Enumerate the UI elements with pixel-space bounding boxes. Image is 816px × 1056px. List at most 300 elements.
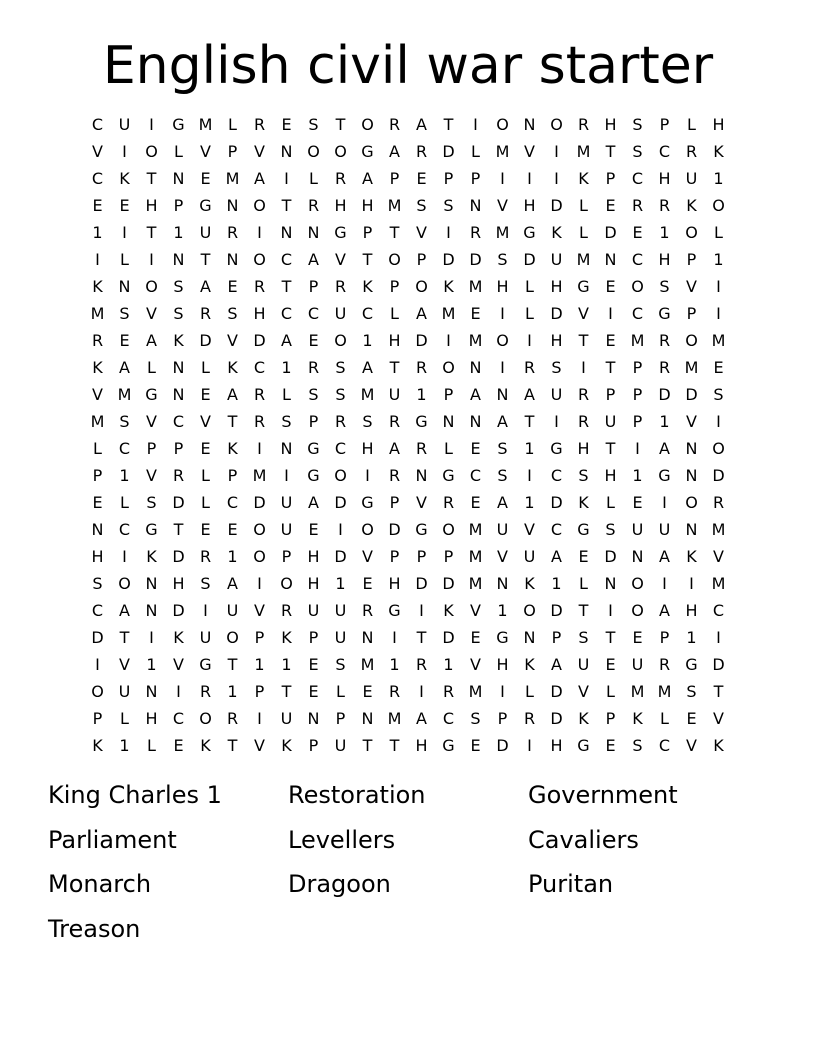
grid-letter: K <box>578 709 589 728</box>
grid-letter: T <box>713 682 724 701</box>
grid-letter: E <box>632 223 643 242</box>
grid-letter: N <box>604 250 617 269</box>
grid-letter: H <box>550 277 563 296</box>
grid-letter: V <box>713 709 724 728</box>
grid-letter: 1 <box>659 223 670 242</box>
grid-letter: R <box>307 196 320 215</box>
grid-letter: L <box>228 115 237 134</box>
grid-letter: V <box>146 412 157 431</box>
grid-letter: U <box>496 520 509 539</box>
grid-letter: A <box>659 601 670 620</box>
grid-letter: E <box>632 493 643 512</box>
grid-letter: R <box>361 601 374 620</box>
grid-letter: 1 <box>416 385 427 404</box>
grid-letter: A <box>551 655 562 674</box>
grid-letter: R <box>523 709 536 728</box>
grid-letter: S <box>335 358 346 377</box>
grid-letter: M <box>711 574 726 593</box>
grid-letter: C <box>550 520 563 539</box>
grid-letter: H <box>523 196 536 215</box>
grid-letter: P <box>389 547 400 566</box>
grid-letter: V <box>470 601 481 620</box>
grid-letter: R <box>253 385 266 404</box>
grid-letter: D <box>415 331 428 350</box>
grid-letter: I <box>689 574 694 593</box>
grid-letter: 1 <box>659 412 670 431</box>
word-list-item: King Charles 1 <box>48 781 222 809</box>
grid-letter: L <box>282 385 291 404</box>
grid-letter: P <box>335 709 346 728</box>
grid-letter: M <box>468 574 483 593</box>
grid-letter: I <box>257 223 262 242</box>
grid-letter: G <box>307 439 320 458</box>
grid-letter: K <box>686 196 697 215</box>
grid-letter: R <box>442 493 455 512</box>
grid-letter: K <box>92 358 103 377</box>
grid-letter: M <box>468 682 483 701</box>
grid-letter: P <box>632 385 643 404</box>
grid-letter: K <box>713 142 724 161</box>
grid-letter: K <box>146 547 157 566</box>
grid-letter: E <box>308 682 319 701</box>
grid-letter: R <box>415 358 428 377</box>
grid-letter: D <box>712 466 725 485</box>
grid-letter: M <box>630 682 645 701</box>
grid-letter: I <box>338 520 343 539</box>
grid-letter: R <box>307 358 320 377</box>
grid-letter: I <box>95 655 100 674</box>
grid-letter: N <box>523 628 536 647</box>
grid-letter: I <box>527 331 532 350</box>
grid-letter: N <box>91 520 104 539</box>
grid-letter: P <box>254 682 265 701</box>
grid-letter: D <box>442 574 455 593</box>
grid-letter: N <box>145 574 158 593</box>
grid-letter: P <box>470 169 481 188</box>
grid-letter: S <box>443 196 454 215</box>
grid-letter: P <box>146 439 157 458</box>
grid-letter: H <box>712 115 725 134</box>
grid-row <box>84 705 732 732</box>
grid-letter: V <box>254 142 265 161</box>
grid-letter: P <box>308 628 319 647</box>
grid-letter: T <box>146 223 157 242</box>
grid-letter: I <box>500 358 505 377</box>
grid-letter: A <box>200 277 211 296</box>
grid-letter: 1 <box>173 223 184 242</box>
grid-letter: A <box>308 250 319 269</box>
grid-letter: S <box>308 385 319 404</box>
grid-letter: H <box>550 331 563 350</box>
grid-letter: S <box>497 250 508 269</box>
grid-letter: M <box>684 358 699 377</box>
grid-letter: I <box>149 250 154 269</box>
grid-letter: M <box>630 331 645 350</box>
grid-letter: U <box>550 250 563 269</box>
grid-row <box>84 489 732 516</box>
grid-row <box>84 354 732 381</box>
grid-letter: U <box>523 547 536 566</box>
grid-letter: C <box>631 304 644 323</box>
grid-letter: N <box>172 169 185 188</box>
grid-letter: D <box>550 304 563 323</box>
grid-letter: U <box>685 169 698 188</box>
grid-letter: D <box>604 223 617 242</box>
grid-letter: R <box>226 223 239 242</box>
grid-letter: P <box>497 709 508 728</box>
grid-letter: U <box>388 385 401 404</box>
grid-letter: S <box>146 493 157 512</box>
grid-letter: U <box>280 709 293 728</box>
grid-letter: D <box>199 331 212 350</box>
grid-letter: M <box>387 709 402 728</box>
grid-letter: A <box>362 358 373 377</box>
grid-letter: D <box>523 250 536 269</box>
grid-letter: R <box>658 196 671 215</box>
grid-letter: E <box>308 655 319 674</box>
grid-letter: C <box>631 250 644 269</box>
grid-letter: K <box>524 655 535 674</box>
grid-letter: A <box>497 412 508 431</box>
grid-letter: K <box>443 601 454 620</box>
grid-letter: U <box>226 601 239 620</box>
grid-letter: U <box>631 520 644 539</box>
grid-row <box>84 111 732 138</box>
grid-letter: M <box>576 250 591 269</box>
grid-letter: I <box>284 169 289 188</box>
grid-letter: K <box>119 169 130 188</box>
grid-letter: O <box>253 520 266 539</box>
grid-letter: R <box>577 412 590 431</box>
grid-letter: D <box>712 655 725 674</box>
grid-letter: G <box>172 115 185 134</box>
grid-letter: O <box>631 574 644 593</box>
grid-letter: L <box>93 439 102 458</box>
grid-letter: V <box>92 142 103 161</box>
grid-letter: A <box>551 547 562 566</box>
grid-letter: P <box>254 628 265 647</box>
grid-row <box>84 516 732 543</box>
grid-letter: V <box>146 466 157 485</box>
grid-letter: I <box>149 628 154 647</box>
grid-row <box>84 678 732 705</box>
grid-letter: P <box>362 223 373 242</box>
grid-letter: V <box>362 547 373 566</box>
word-list-item: Government <box>528 781 678 809</box>
grid-letter: V <box>686 277 697 296</box>
grid-letter: E <box>632 628 643 647</box>
grid-letter: C <box>334 439 347 458</box>
grid-letter: K <box>443 277 454 296</box>
grid-letter: S <box>362 412 373 431</box>
grid-letter: O <box>631 277 644 296</box>
grid-letter: R <box>442 682 455 701</box>
grid-letter: T <box>362 250 373 269</box>
grid-letter: R <box>658 358 671 377</box>
grid-letter: S <box>497 466 508 485</box>
grid-letter: P <box>416 547 427 566</box>
grid-letter: C <box>172 412 185 431</box>
grid-letter: R <box>91 331 104 350</box>
grid-letter: S <box>470 709 481 728</box>
grid-letter: O <box>712 439 725 458</box>
grid-letter: L <box>660 709 669 728</box>
grid-letter: R <box>199 682 212 701</box>
grid-letter: R <box>172 466 185 485</box>
grid-letter: O <box>523 601 536 620</box>
grid-letter: E <box>605 331 616 350</box>
grid-letter: R <box>334 169 347 188</box>
grid-letter: O <box>145 277 158 296</box>
grid-letter: C <box>226 493 239 512</box>
grid-letter: H <box>496 277 509 296</box>
grid-letter: U <box>199 223 212 242</box>
grid-letter: H <box>496 655 509 674</box>
grid-letter: R <box>388 466 401 485</box>
grid-letter: O <box>334 142 347 161</box>
grid-letter: H <box>658 169 671 188</box>
grid-letter: V <box>578 682 589 701</box>
word-list-item: Treason <box>48 914 141 943</box>
grid-letter: G <box>199 655 212 674</box>
grid-letter: U <box>280 493 293 512</box>
word-list-item: Monarch <box>48 870 152 898</box>
grid-letter: T <box>389 223 400 242</box>
grid-letter: O <box>712 196 725 215</box>
grid-letter: U <box>550 385 563 404</box>
grid-letter: D <box>550 493 563 512</box>
grid-letter: S <box>173 304 184 323</box>
grid-letter: L <box>147 358 156 377</box>
grid-letter: I <box>284 466 289 485</box>
grid-letter: A <box>470 385 481 404</box>
grid-letter: P <box>281 547 292 566</box>
grid-letter: R <box>388 682 401 701</box>
grid-letter: M <box>576 142 591 161</box>
grid-letter: A <box>389 142 400 161</box>
grid-letter: V <box>524 520 535 539</box>
grid-letter: R <box>415 439 428 458</box>
grid-letter: I <box>149 115 154 134</box>
grid-letter: N <box>415 466 428 485</box>
grid-letter: V <box>254 601 265 620</box>
grid-letter: N <box>685 466 698 485</box>
grid-letter: S <box>335 385 346 404</box>
grid-letter: G <box>415 520 428 539</box>
grid-letter: I <box>257 439 262 458</box>
grid-letter: V <box>713 547 724 566</box>
grid-letter: N <box>496 385 509 404</box>
grid-letter: K <box>227 439 238 458</box>
grid-letter: G <box>442 736 455 755</box>
grid-letter: H <box>550 736 563 755</box>
grid-letter: K <box>578 493 589 512</box>
grid-letter: E <box>119 331 130 350</box>
grid-letter: I <box>392 628 397 647</box>
grid-letter: M <box>360 385 375 404</box>
grid-letter: N <box>280 223 293 242</box>
grid-letter: U <box>334 736 347 755</box>
grid-letter: U <box>307 601 320 620</box>
grid-letter: I <box>716 412 721 431</box>
grid-letter: N <box>172 385 185 404</box>
grid-letter: R <box>658 331 671 350</box>
grid-letter: L <box>444 439 453 458</box>
grid-letter: L <box>471 142 480 161</box>
grid-letter: 1 <box>335 574 346 593</box>
grid-letter: E <box>227 520 238 539</box>
grid-letter: V <box>173 655 184 674</box>
grid-row <box>84 597 732 624</box>
grid-letter: M <box>468 277 483 296</box>
grid-letter: O <box>685 493 698 512</box>
grid-letter: N <box>307 223 320 242</box>
grid-letter: 1 <box>119 736 130 755</box>
grid-letter: M <box>360 655 375 674</box>
grid-letter: E <box>470 304 481 323</box>
grid-letter: M <box>387 196 402 215</box>
grid-letter: H <box>361 439 374 458</box>
grid-letter: N <box>469 358 482 377</box>
grid-letter: G <box>496 628 509 647</box>
grid-letter: M <box>495 142 510 161</box>
grid-letter: H <box>685 601 698 620</box>
grid-letter: L <box>201 358 210 377</box>
grid-row <box>84 408 732 435</box>
grid-letter: O <box>280 574 293 593</box>
grid-letter: H <box>145 196 158 215</box>
grid-letter: T <box>605 439 616 458</box>
grid-row <box>84 435 732 462</box>
grid-letter: L <box>174 142 183 161</box>
grid-letter: P <box>173 439 184 458</box>
grid-letter: E <box>605 196 616 215</box>
grid-letter: G <box>334 223 347 242</box>
grid-letter: S <box>632 142 643 161</box>
grid-letter: I <box>527 169 532 188</box>
grid-letter: L <box>120 250 129 269</box>
grid-letter: T <box>281 277 292 296</box>
grid-letter: K <box>281 736 292 755</box>
grid-letter: O <box>442 358 455 377</box>
grid-row <box>84 651 732 678</box>
grid-letter: P <box>443 547 454 566</box>
grid-letter: M <box>711 520 726 539</box>
grid-letter: G <box>577 520 590 539</box>
grid-letter: C <box>550 466 563 485</box>
grid-letter: 1 <box>443 655 454 674</box>
grid-letter: R <box>334 412 347 431</box>
grid-letter: K <box>632 709 643 728</box>
grid-letter: A <box>497 493 508 512</box>
grid-letter: V <box>92 385 103 404</box>
grid-letter: P <box>389 277 400 296</box>
grid-letter: E <box>200 439 211 458</box>
grid-letter: N <box>172 358 185 377</box>
grid-letter: I <box>365 466 370 485</box>
grid-letter: L <box>579 574 588 593</box>
grid-letter: O <box>496 115 509 134</box>
grid-letter: I <box>473 115 478 134</box>
grid-letter: 1 <box>281 358 292 377</box>
grid-letter: U <box>334 304 347 323</box>
grid-row <box>84 732 732 759</box>
grid-letter: P <box>605 169 616 188</box>
grid-letter: G <box>145 520 158 539</box>
grid-letter: H <box>145 709 158 728</box>
grid-letter: R <box>469 223 482 242</box>
grid-letter: I <box>716 304 721 323</box>
grid-letter: I <box>554 169 559 188</box>
word-list-item: Puritan <box>528 870 614 898</box>
grid-letter: G <box>442 466 455 485</box>
grid-letter: T <box>227 736 238 755</box>
grid-letter: 1 <box>281 655 292 674</box>
grid-letter: S <box>497 439 508 458</box>
grid-letter: R <box>712 493 725 512</box>
grid-letter: C <box>712 601 725 620</box>
grid-letter: O <box>118 574 131 593</box>
grid-letter: T <box>335 115 346 134</box>
grid-letter: T <box>524 412 535 431</box>
grid-letter: N <box>280 142 293 161</box>
grid-letter: E <box>92 493 103 512</box>
grid-letter: D <box>334 493 347 512</box>
grid-row <box>84 570 732 597</box>
grid-letter: A <box>416 304 427 323</box>
grid-letter: O <box>253 250 266 269</box>
grid-letter: U <box>280 520 293 539</box>
grid-letter: C <box>658 142 671 161</box>
grid-letter: I <box>662 493 667 512</box>
grid-letter: 1 <box>227 547 238 566</box>
grid-letter: C <box>172 709 185 728</box>
grid-letter: A <box>659 439 670 458</box>
grid-letter: D <box>415 574 428 593</box>
grid-letter: 1 <box>632 466 643 485</box>
grid-letter: R <box>658 655 671 674</box>
grid-letter: G <box>577 277 590 296</box>
grid-letter: H <box>172 574 185 593</box>
grid-letter: I <box>716 277 721 296</box>
grid-letter: T <box>173 520 184 539</box>
puzzle-title: English civil war starter <box>102 36 714 96</box>
grid-letter: E <box>200 385 211 404</box>
grid-letter: K <box>686 547 697 566</box>
grid-letter: R <box>280 601 293 620</box>
grid-letter: M <box>90 412 105 431</box>
grid-letter: H <box>388 331 401 350</box>
grid-letter: P <box>416 250 427 269</box>
grid-letter: D <box>442 628 455 647</box>
grid-letter: P <box>173 196 184 215</box>
grid-letter: U <box>334 601 347 620</box>
grid-letter: N <box>442 412 455 431</box>
grid-letter: U <box>658 520 671 539</box>
grid-letter: S <box>578 628 589 647</box>
grid-letter: D <box>442 250 455 269</box>
grid-letter: T <box>281 682 292 701</box>
grid-letter: E <box>308 520 319 539</box>
grid-letter: A <box>659 547 670 566</box>
grid-row <box>84 192 732 219</box>
grid-row <box>84 273 732 300</box>
grid-letter: G <box>658 466 671 485</box>
grid-letter: D <box>388 520 401 539</box>
grid-letter: A <box>416 709 427 728</box>
grid-letter: C <box>658 736 671 755</box>
grid-letter: L <box>525 682 534 701</box>
